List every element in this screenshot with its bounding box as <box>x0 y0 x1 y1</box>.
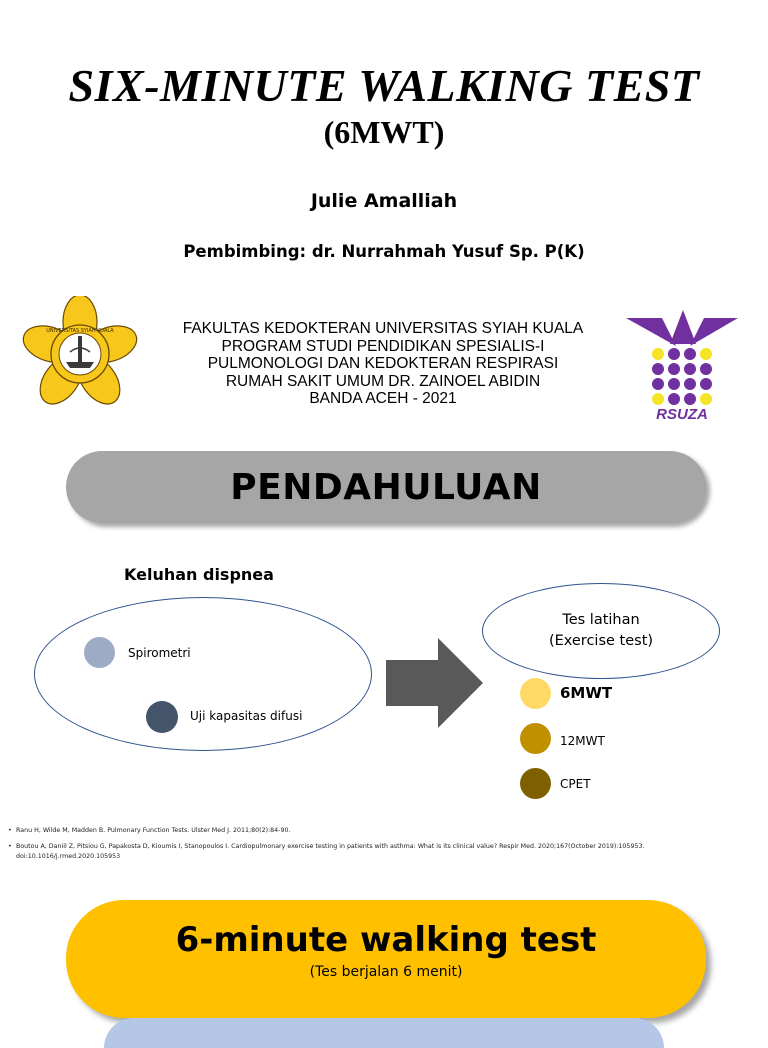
reference-item: • Ranu H, Wilde M, Madden B. Pulmonary Function Tests. Ulster Med J. 2011;80(2):84-90. <box>8 826 708 836</box>
presentation-subtitle: (6MWT) <box>323 114 445 150</box>
12mwt-bullet <box>520 723 551 754</box>
next-slide-preview <box>104 1018 664 1048</box>
supervisor-line: Pembimbing: dr. Nurrahmah Yusuf Sp. P(K) <box>183 242 585 261</box>
section2-heading: 6-minute walking test <box>175 920 597 960</box>
references <box>8 826 708 862</box>
spirometri-label: Spirometri <box>128 646 191 660</box>
unsyiah-logo <box>20 296 140 412</box>
exercise-test-oval <box>482 583 720 679</box>
exercise-title-line2: (Exercise test) <box>548 633 654 649</box>
spirometri-bullet <box>84 637 115 668</box>
reference-item: • Boutou A, Daniil Z, Pitsiou G, Papakosta D, Kioumis I, Stanopoulos I. Cardiopulmonary exercise testing in patients with asthma: What is its clinical value? Respir Med. 2020;167(October 2019):105953. doi:10.1016/j.rmed.2020.105953 <box>8 842 708 862</box>
section-header-pendahuluan <box>66 451 706 523</box>
institution-line: FAKULTAS KEDOKTERAN UNIVERSITAS SYIAH KUALA <box>182 320 584 337</box>
cpet-bullet <box>520 768 551 799</box>
institution-line: PULMONOLOGI DAN KEDOKTERAN RESPIRASI <box>207 355 559 372</box>
right-arrow-icon <box>386 638 484 728</box>
section-header-6mwt <box>66 900 706 1018</box>
difusi-bullet <box>146 701 178 733</box>
12mwt-label: 12MWT <box>560 734 605 748</box>
section2-subheading: (Tes berjalan 6 menit) <box>309 964 463 980</box>
rsuza-logo <box>626 308 740 424</box>
cpet-label: CPET <box>560 777 591 791</box>
6mwt-bullet <box>520 678 551 709</box>
6mwt-label: 6MWT <box>560 684 613 702</box>
complaint-label: Keluhan dispnea <box>124 565 274 584</box>
unsyiah-logo-text: UNIVERSITAS SYIAH KUALA <box>46 328 114 334</box>
presentation-title: SIX-MINUTE WALKING TEST <box>68 60 700 111</box>
institution-block <box>148 320 618 408</box>
pulmonary-tests-oval <box>34 597 372 751</box>
rsuza-logo-text: RSUZA <box>656 406 708 423</box>
section-heading: PENDAHULUAN <box>230 466 542 508</box>
institution-line: BANDA ACEH - 2021 <box>309 390 457 407</box>
institution-line: PROGRAM STUDI PENDIDIKAN SPESIALIS-I <box>221 337 545 355</box>
author-name: Julie Amalliah <box>310 190 458 212</box>
institution-line: RUMAH SAKIT UMUM DR. ZAINOEL ABIDIN <box>225 372 541 390</box>
difusi-label: Uji kapasitas difusi <box>190 709 303 723</box>
exercise-title-line1: Tes latihan <box>562 612 640 628</box>
